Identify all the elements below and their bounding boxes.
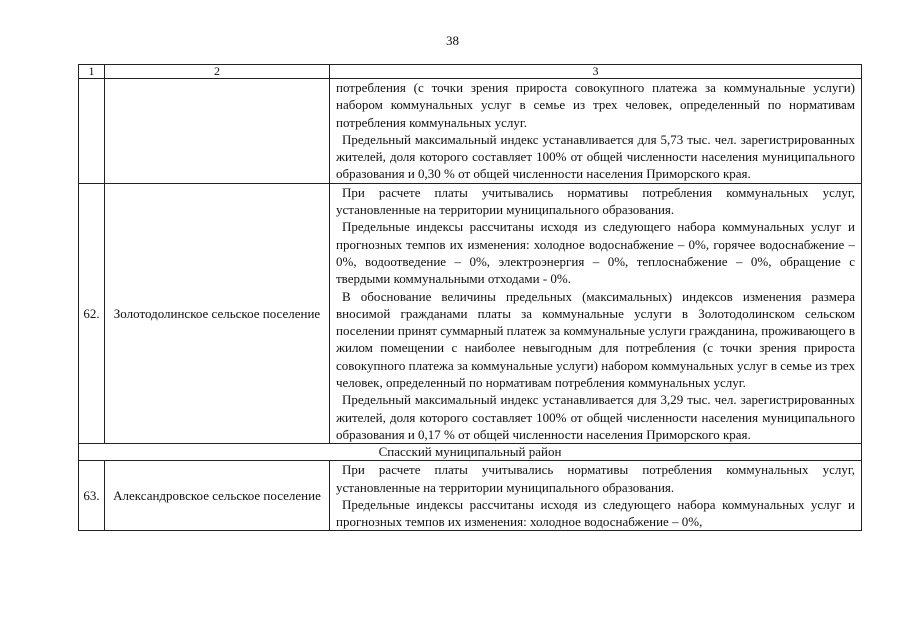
settlement-name: [105, 79, 330, 184]
row-description: [330, 79, 862, 184]
table-row: [79, 79, 862, 184]
table-row: [79, 183, 862, 443]
paragraph: Предельные индексы рассчитаны исходя из следующего набора коммунальных услуг и прогнозных темпов их изменения: холодное водоснабжение – 0%,: [336, 496, 855, 530]
row-description: [330, 461, 862, 531]
table-header-row: [79, 65, 862, 79]
settlement-name: Золотодолинское сельское поселение: [105, 183, 330, 443]
column-header-2: 2: [105, 65, 330, 79]
column-header-3: 3: [330, 65, 862, 79]
paragraph: потребления (с точки зрения прироста совокупного платежа за коммунальные услуги) набором коммунальных услуг в семье из трех человек, определенный по нормативам потребления коммунальных услуг.: [336, 80, 855, 130]
row-description: [330, 183, 862, 443]
paragraph: Предельные индексы рассчитаны исходя из следующего набора коммунальных услуг и прогнозных темпов их изменения: холодное водоснабжение – 0%, горячее водоснабжение – 0%, водоотведение – 0%, электроэнергия – 0%, теплоснабжение – 0%, обращение с твердыми коммунальными отходами - 0%.: [336, 219, 855, 287]
page-number: 38: [446, 33, 459, 48]
paragraph: Предельный максимальный индекс устанавливается для 3,29 тыс. чел. зарегистрированных жителей, доля которого составляет 100% от общей численности населения муниципального образования и 0,17 % от общей численности населения Приморского края.: [336, 392, 855, 442]
paragraph: При расчете платы учитывались нормативы потребления коммунальных услуг, установленные на территории муниципального образования.: [336, 184, 855, 218]
paragraph: При расчете платы учитывались нормативы потребления коммунальных услуг, установленные на территории муниципального образования.: [336, 462, 855, 495]
row-number: 62.: [79, 183, 105, 443]
column-header-1: 1: [79, 65, 105, 79]
section-row: [79, 444, 862, 461]
data-table: [78, 64, 862, 531]
paragraph: В обоснование величины предельных (максимальных) индексов изменения размера вносимой гражданами платы за коммунальные услуги в Золотодолинском сельском поселении принят суммарный платеж за коммунальные услуги гражданина, проживающего в жилом помещении с наиболее невыгодным для потребления (с точки зрения прироста совокупного платежа за коммунальные услуги) набором коммунальных услуг в семье из трех человек, определенный по нормативам потребления коммунальных услуг.: [336, 288, 855, 391]
table-row: [79, 461, 862, 531]
row-number: 63.: [79, 461, 105, 531]
section-title: Спасский муниципальный район: [79, 444, 862, 461]
row-number: [79, 79, 105, 184]
settlement-name: Александровское сельское поселение: [105, 461, 330, 531]
paragraph: Предельный максимальный индекс устанавливается для 5,73 тыс. чел. зарегистрированных жителей, доля которого составляет 100% от общей численности населения муниципального образования и 0,30 % от общей численности населения Приморского края.: [336, 131, 855, 182]
